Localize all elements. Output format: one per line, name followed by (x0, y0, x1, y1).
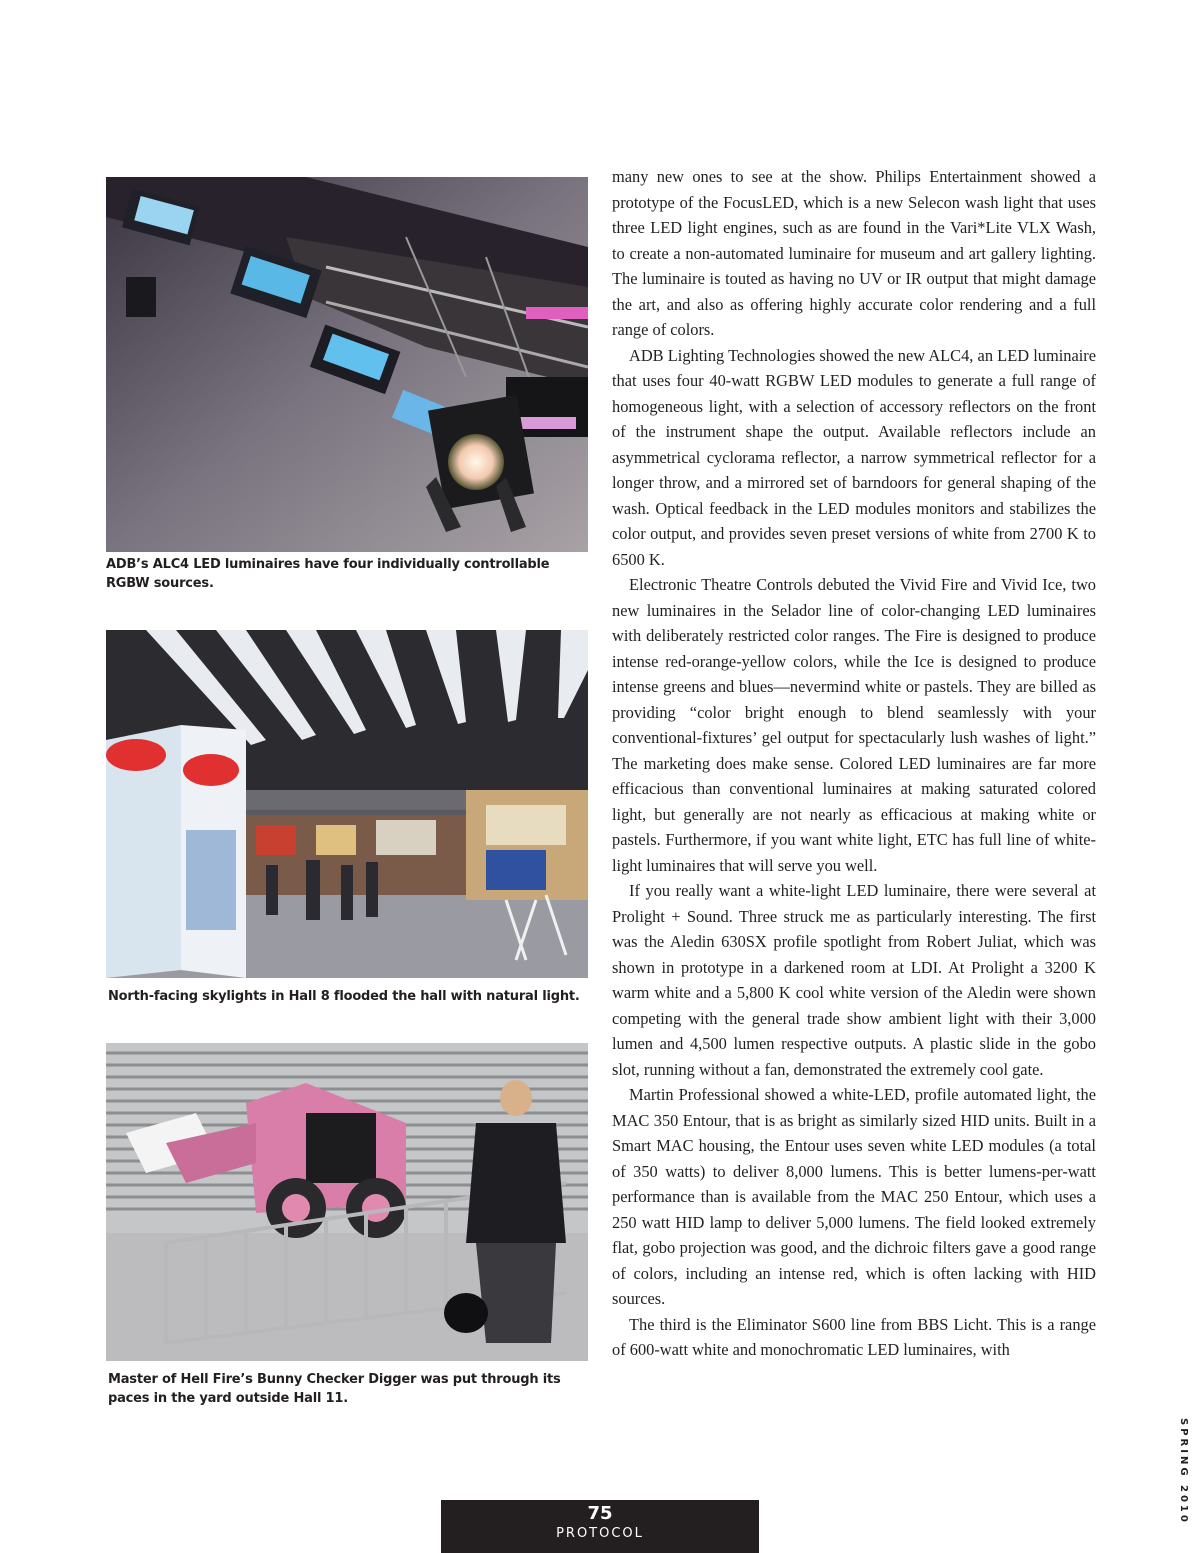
article-body (612, 164, 1096, 1363)
figure-3-caption: Master of Hell Fire’s Bunny Checker Digger was put through its paces in the yard outside Hall 11. (108, 1372, 561, 1406)
page-footer (441, 1500, 759, 1553)
article-paragraph: The third is the Eliminator S600 line from BBS Licht. This is a range of 600-watt white and monochromatic LED luminaires, with (612, 1314, 1096, 1359)
article-paragraph: Martin Professional showed a white-LED, profile automated light, the MAC 350 Entour, that is as bright as similarly sized HID units. Built in a Smart MAC housing, the Entour uses seven white LED modules (a total of 350 watts) to deliver 8,000 lumens. This is better lumens-per-watt performance than is available from the MAC 250 Entour, which uses a 250 watt HID lamp to deliver 5,000 lumens. The field looked extremely flat, gobo projection was good, and the dichroic filters gave a good range of colors, including an intense red, which is often lacking with HID sources. (612, 1085, 1096, 1308)
article-paragraph: ADB Lighting Technologies showed the new ALC4, an LED luminaire that uses four 40-watt RGBW LED modules to generate a full range of homogeneous light, with a selection of accessory reflectors on the front of the instrument shape the output. Available reflectors include an asymmetrical cyclorama reflector, a narrow symmetrical reflector for a longer throw, and a mirrored set of barndoors for general shaping of the wash. Optical feedback in the LED modules monitors and stabilizes the color output, and provides seven preset versions of white from 2700 K to 6500 K. (612, 345, 1096, 569)
pink-digger-photo (106, 1043, 588, 1361)
article-paragraph: If you really want a white-light LED luminaire, there were several at Prolight + Sound. Three struck me as particularly interesting. The first was the Aledin 630SX profile spotlight from Robert Juliat, which was shown in prototype in a darkened room at LDI. At Prolight a 3200 K warm white and a 5,800 K cool white version of the Aledin were shown competing with the general trade show ambient light with their 3,000 lumen and 4,500 lumen respective outputs. A plastic slide in the gobo slot, running without a fan, demonstrated the extremely cool gate. (612, 881, 1096, 1079)
magazine-name: PROTOCOL (556, 1526, 644, 1541)
article-paragraph: many new ones to see at the show. Philips Entertainment showed a prototype of the FocusLED, which is a new Selecon wash light that uses three LED light engines, such as are found in the Vari*Lite VLX Wash, to create a non-automated luminaire for museum and art gallery lighting. The luminaire is touted as having no UV or IR output that might damage the art, and also as offering highly accurate color rendering and a full range of colors. (612, 167, 1096, 339)
figure-2-caption: North-facing skylights in Hall 8 flooded the hall with natural light. (108, 989, 580, 1004)
page-number: 75 (587, 1503, 613, 1524)
issue-label: SPRING 2010 (1178, 1418, 1189, 1525)
figure-1-caption: ADB’s ALC4 LED luminaires have four individually controllable RGBW sources. (106, 557, 550, 591)
trade-show-hall-photo (106, 630, 588, 978)
stage-luminaires-photo (106, 177, 588, 552)
article-paragraph: Electronic Theatre Controls debuted the Vivid Fire and Vivid Ice, two new luminaires in the Selador line of color-changing LED luminaires with deliberately restricted color ranges. The Fire is designed to produce intense red-orange-yellow colors, while the Ice is designed to produce intense greens and blues—nevermind white or pastels. They are billed as providing “color bright enough to blend seamlessly with your conventional-fixtures’ gel output for spectacularly lush washes of light.” The marketing does make sense. Colored LED luminaires are far more efficacious than conventional luminaires at making saturated colored light, but generally are not nearly as efficacious at making white or pastels. Furthermore, if you want white light, ETC has full line of white-light luminaires that will serve you well. (612, 575, 1096, 875)
